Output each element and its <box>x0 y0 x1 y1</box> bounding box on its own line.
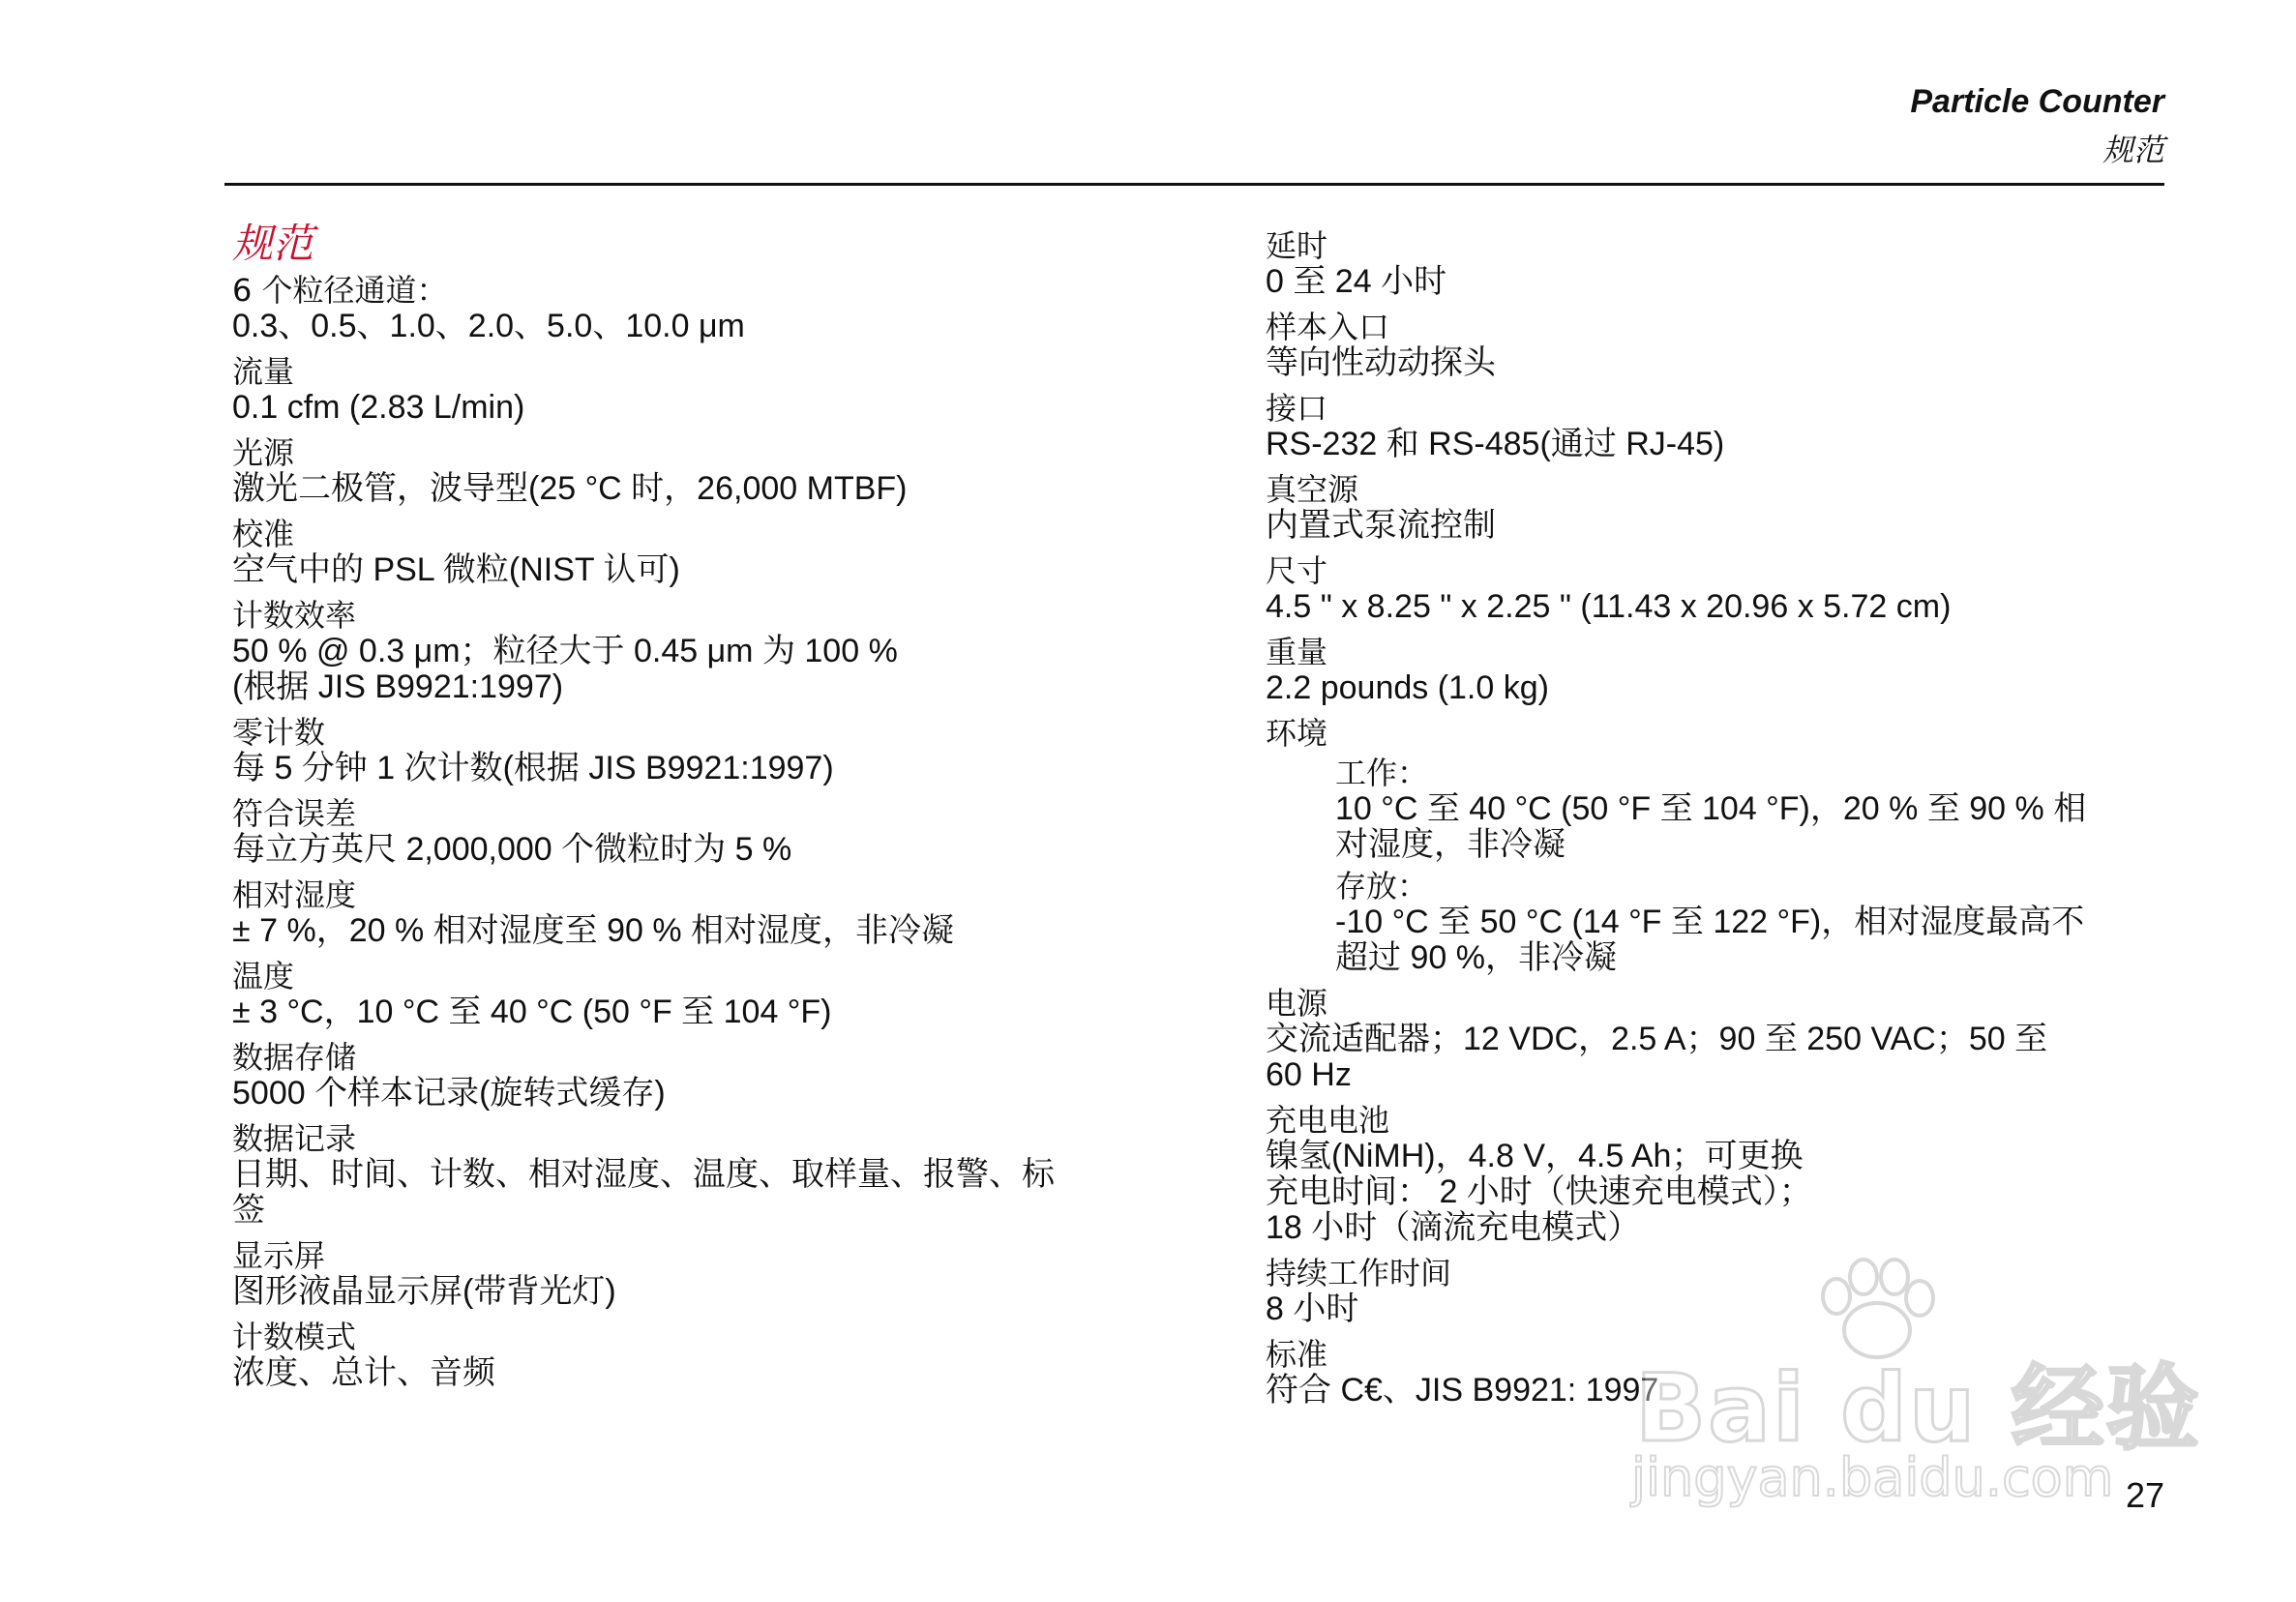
spec-label: 显示屏 <box>232 1237 326 1274</box>
environment-storage <box>1335 869 2165 976</box>
spec-data-storage <box>232 1040 1122 1112</box>
page-number: 27 <box>2125 1475 2164 1515</box>
spec-label: 数据存储 <box>232 1039 357 1076</box>
environment-operating <box>1335 756 2165 863</box>
spec-value: 激光二极管，波导型(25 °C 时，26,000 MTBF) <box>232 470 908 507</box>
spec-battery-life <box>1266 1256 2165 1327</box>
spec-label: 重量 <box>1266 634 1328 670</box>
spec-value-continued: (根据 JIS B9921:1997) <box>232 668 564 705</box>
spec-value: 0 至 24 小时 <box>1266 263 1447 300</box>
spec-label: 计数模式 <box>232 1319 357 1355</box>
spec-value: 浓度、总计、音频 <box>232 1354 495 1391</box>
spec-label: 零计数 <box>232 714 326 751</box>
spec-label: 充电电池 <box>1266 1102 1390 1139</box>
spec-value: 每 5 分钟 1 次计数(根据 JIS B9921:1997) <box>232 750 834 786</box>
spec-label: 符合误差 <box>232 795 357 832</box>
spec-label: 接口 <box>1266 390 1328 427</box>
spec-label: 相对湿度 <box>232 876 357 913</box>
environment-storage-value-continued: 超过 90 %，非冷凝 <box>1335 939 1617 976</box>
environment-storage-value: -10 °C 至 50 °C (14 °F 至 122 °F)，相对湿度最高不 <box>1335 904 2085 940</box>
spec-count-modes <box>232 1320 1122 1391</box>
spec-label: 持续工作时间 <box>1266 1255 1452 1291</box>
spec-standards <box>1266 1337 2165 1409</box>
spec-counting-efficiency <box>232 598 1122 705</box>
spec-value: 内置式泵流控制 <box>1266 507 1496 544</box>
spec-label: 校准 <box>232 516 295 552</box>
spec-value: 2.2 pounds (1.0 kg) <box>1266 669 1549 706</box>
spec-value: 0.1 cfm (2.83 L/min) <box>232 389 525 426</box>
spec-value: 0.3、0.5、1.0、2.0、5.0、10.0 μm <box>232 308 745 344</box>
watermark-brand: Bai du 经验 <box>1635 1354 2201 1463</box>
spec-label: 数据记录 <box>232 1120 357 1157</box>
environment-operating-value: 10 °C 至 40 °C (50 °F 至 104 °F)，20 % 至 90 % 相 <box>1335 790 2087 827</box>
spec-value: 镍氢(NiMH)，4.8 V，4.5 Ah；可更换 <box>1266 1138 1804 1174</box>
spec-value: 8 小时 <box>1266 1290 1359 1327</box>
environment-operating-label: 工作： <box>1335 755 1429 791</box>
spec-value: 每立方英尺 2,000,000 个微粒时为 5 % <box>232 831 792 868</box>
spec-temperature <box>232 959 1122 1030</box>
spec-value: 4.5 " x 8.25 " x 2.25 " (11.43 x 20.96 x 5.72 cm) <box>1266 588 1952 625</box>
spec-value: RS-232 和 RS-485(通过 RJ-45) <box>1266 426 1725 462</box>
spec-value: 符合 C€、JIS B9921: 1997 <box>1266 1372 1659 1409</box>
spec-vacuum-source <box>1266 472 2165 544</box>
spec-value: ± 3 °C，10 °C 至 40 °C (50 °F 至 104 °F) <box>232 994 832 1030</box>
spec-label: 真空源 <box>1266 471 1359 508</box>
spec-channels <box>232 273 1122 344</box>
section-title: 规范 <box>232 220 314 267</box>
spec-display <box>232 1238 1122 1310</box>
spec-relative-humidity <box>232 877 1122 949</box>
spec-label: 计数效率 <box>232 597 357 634</box>
spec-value-continued: 18 小时（滴流充电模式） <box>1266 1209 1641 1246</box>
spec-value: 日期、时间、计数、相对湿度、温度、取样量、报警、标 <box>232 1156 1055 1193</box>
spec-value: 等向性动动探头 <box>1266 344 1496 381</box>
spec-label: 延时 <box>1266 227 1328 264</box>
spec-label: 温度 <box>232 958 295 994</box>
spec-value: 图形液晶显示屏(带背光灯) <box>232 1273 616 1310</box>
right-column <box>1266 228 2165 1418</box>
spec-weight <box>1266 635 2165 706</box>
spec-calibration <box>232 517 1122 588</box>
spec-value: 空气中的 PSL 微粒(NIST 认可) <box>232 551 680 588</box>
environment-operating-value-continued: 对湿度，非冷凝 <box>1335 826 1565 863</box>
spec-label: 流量 <box>232 353 295 390</box>
spec-interface <box>1266 391 2165 462</box>
spec-value-continued: 充电时间： 2 小时（快速充电模式）； <box>1266 1173 1812 1210</box>
spec-value: 交流适配器；12 VDC，2.5 A；90 至 250 VAC；50 至 <box>1266 1021 2048 1057</box>
spec-power <box>1266 986 2165 1093</box>
spec-label: 光源 <box>232 434 295 471</box>
spec-environment <box>1266 716 2165 976</box>
watermark-url: jingyan.baidu.com <box>1631 1447 2114 1508</box>
spec-coincidence-error <box>232 796 1122 868</box>
environment-storage-label: 存放： <box>1335 868 1429 905</box>
spec-label: 样本入口 <box>1266 309 1390 345</box>
spec-delay <box>1266 228 2165 300</box>
spec-label: 6 个粒径通道： <box>232 272 448 309</box>
spec-value-continued: 签 <box>232 1192 265 1229</box>
left-column <box>232 219 1122 1401</box>
spec-battery <box>1266 1103 2165 1246</box>
header-divider <box>224 183 2164 186</box>
spec-value: 50 % @ 0.3 μm；粒径大于 0.45 μm 为 100 % <box>232 633 898 669</box>
spec-label: 标准 <box>1266 1336 1328 1373</box>
spec-value-continued: 60 Hz <box>1266 1056 1352 1093</box>
spec-label: 尺寸 <box>1266 552 1328 589</box>
running-header-subtitle: 规范 <box>2102 132 2164 168</box>
spec-label: 电源 <box>1266 985 1328 1022</box>
spec-label: 环境 <box>1266 715 1328 752</box>
spec-value: ± 7 %，20 % 相对湿度至 90 % 相对湿度，非冷凝 <box>232 912 955 949</box>
spec-light-source <box>232 435 1122 507</box>
spec-data-logging <box>232 1121 1122 1229</box>
spec-sample-inlet <box>1266 310 2165 381</box>
spec-dimensions <box>1266 553 2165 625</box>
spec-value: 5000 个样本记录(旋转式缓存) <box>232 1075 666 1112</box>
spec-zero-count <box>232 715 1122 786</box>
spec-flow <box>232 354 1122 426</box>
running-header-title: Particle Counter <box>1910 83 2164 120</box>
